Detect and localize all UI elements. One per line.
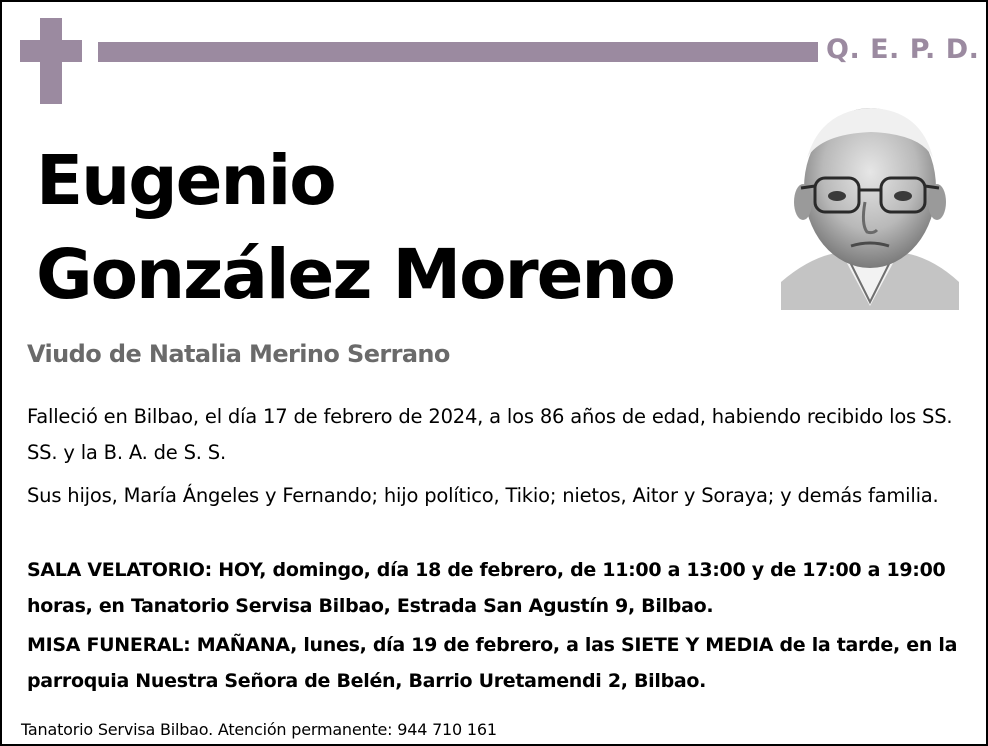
death-notice-paragraph: Falleció en Bilbao, el día 17 de febrero de 2024, a los 86 años de edad, habiendo recibido los SS. SS. y la B. A. de S. S. xyxy=(27,405,953,464)
deceased-first-name: Eugenio xyxy=(36,141,335,221)
portrait-image xyxy=(781,106,959,310)
portrait-photo xyxy=(781,106,959,310)
footer-contact: Tanatorio Servisa Bilbao. Atención permanente: 944 710 161 xyxy=(21,720,497,739)
deceased-name xyxy=(36,134,674,322)
widow-line: Viudo de Natalia Merino Serrano xyxy=(27,340,450,368)
header-rule xyxy=(98,42,818,62)
wake-room-paragraph: SALA VELATORIO: HOY, domingo, día 18 de febrero, de 11:00 a 13:00 y de 17:00 a 19:00 horas, en Tanatorio Servisa Bilbao, Estrada San Agustín 9, Bilbao. xyxy=(27,559,946,617)
cross-icon-bar xyxy=(20,40,82,62)
deceased-surnames: González Moreno xyxy=(36,235,674,315)
qepd-label: Q. E. P. D. xyxy=(826,34,980,65)
family-paragraph: Sus hijos, María Ángeles y Fernando; hijo político, Tikio; nietos, Aitor y Soraya; y demás familia. xyxy=(27,484,939,507)
funeral-mass-paragraph: MISA FUNERAL: MAÑANA, lunes, día 19 de febrero, a las SIETE Y MEDIA de la tarde, en la parroquia Nuestra Señora de Belén, Barrio Uretamendi 2, Bilbao. xyxy=(27,634,958,692)
